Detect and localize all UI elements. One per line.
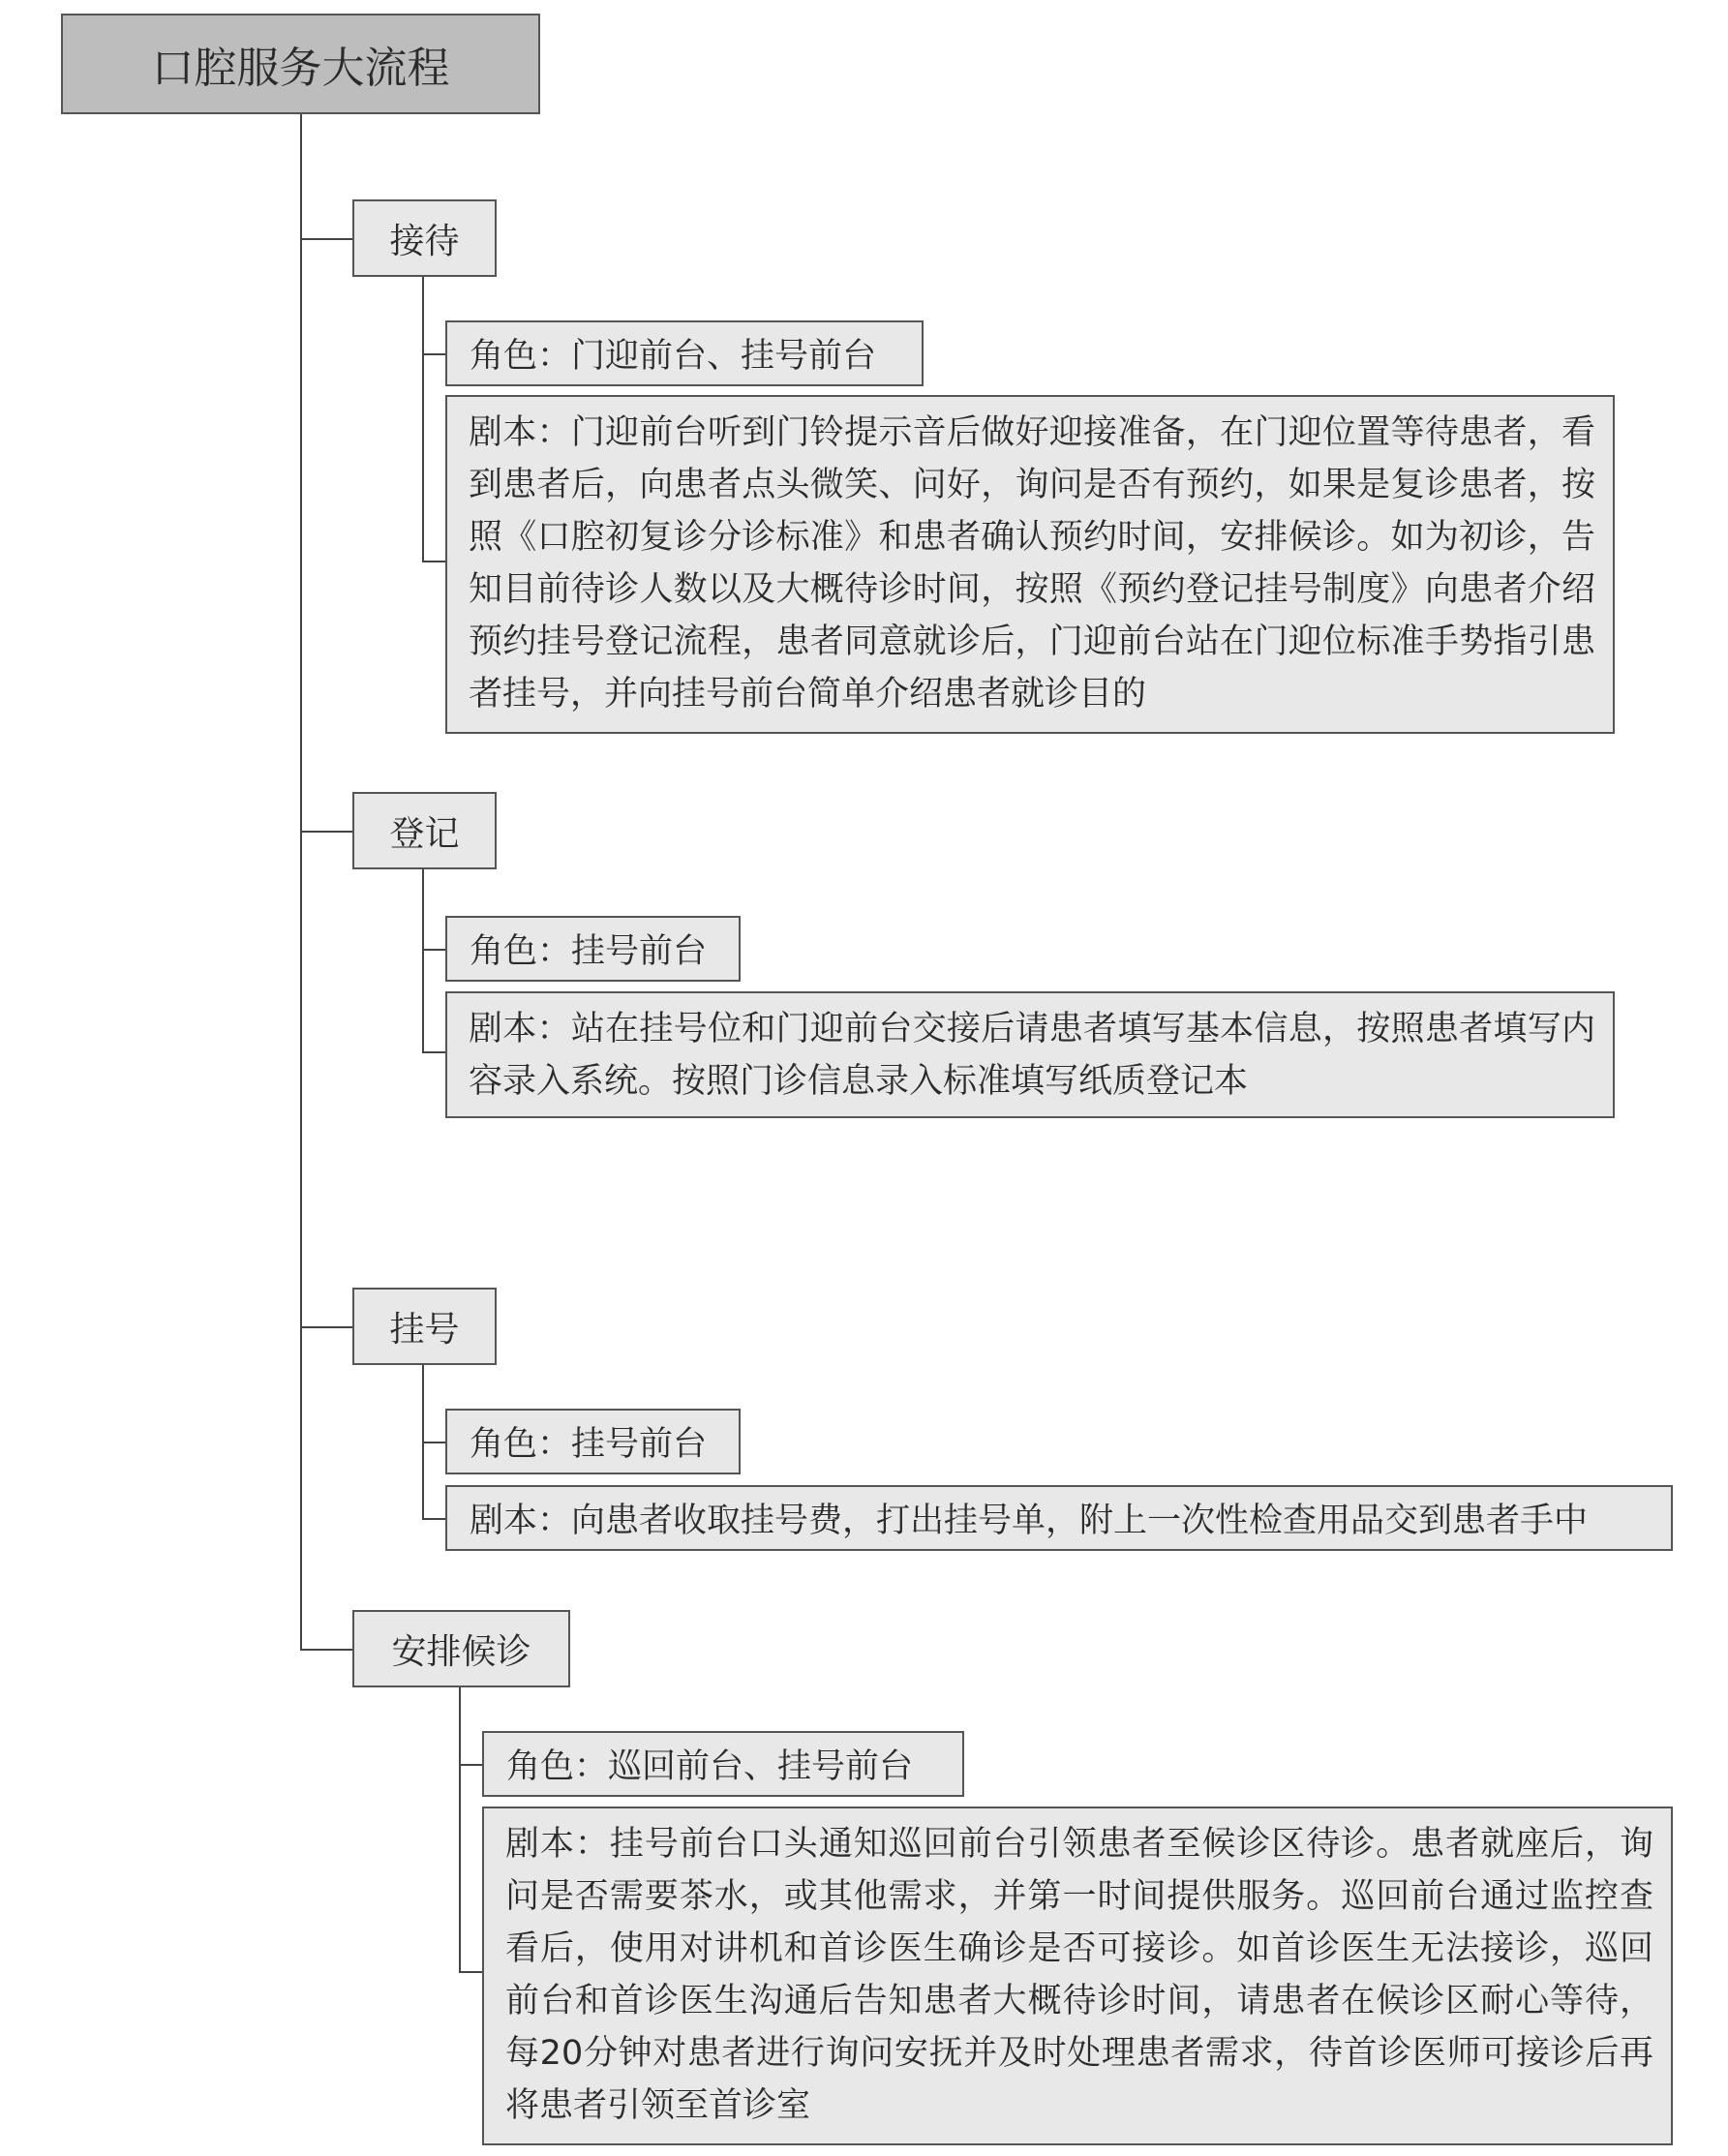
sub-trunk-1 [422,277,424,562]
step-2-role: 角色：挂号前台 [445,916,741,982]
step-3-box: 挂号 [352,1288,497,1365]
sub-trunk-2 [422,869,424,1053]
sub-trunk-4 [459,1687,461,1973]
step-3-script: 剧本：向患者收取挂号费，打出挂号单，附上一次性检查用品交到患者手中 [445,1485,1673,1551]
diagram-title: 口腔服务大流程 [61,14,540,114]
step-4-box: 安排候诊 [352,1610,570,1687]
step-1-box: 接待 [352,199,497,277]
sub-branch-1-script [422,561,445,562]
branch-line-1 [300,238,352,240]
step-2-script: 剧本：站在挂号位和门迎前台交接后请患者填写基本信息，按照患者填写内容录入系统。按照门诊信息录入标准填写纸质登记本 [445,991,1615,1118]
step-3-role: 角色：挂号前台 [445,1409,741,1474]
sub-branch-2-role [422,949,445,951]
trunk-line [300,114,302,1649]
step-2-box: 登记 [352,792,497,869]
sub-branch-3-script [422,1518,445,1520]
sub-branch-1-role [422,353,445,355]
step-4-role: 角色：巡回前台、挂号前台 [482,1731,964,1797]
step-1-script: 剧本：门迎前台听到门铃提示音后做好迎接准备，在门迎位置等待患者，看到患者后，向患者点头微笑、问好，询问是否有预约，如果是复诊患者，按照《口腔初复诊分诊标准》和患者确认预约时间，安排候诊。如为初诊，告知目前待诊人数以及大概待诊时间，按照《预约登记挂号制度》向患者介绍预约挂号登记流程，患者同意就诊后，门迎前台站在门迎位标准手势指引患者挂号，并向挂号前台简单介绍患者就诊目的 [445,395,1615,734]
step-4-script: 剧本：挂号前台口头通知巡回前台引领患者至候诊区待诊。患者就座后，询问是否需要茶水，或其他需求，并第一时间提供服务。巡回前台通过监控查看后，使用对讲机和首诊医生确诊是否可接诊。如首诊医生无法接诊，巡回前台和首诊医生沟通后告知患者大概待诊时间，请患者在候诊区耐心等待，每20分钟对患者进行询问安抚并及时处理患者需求，待首诊医师可接诊后再将患者引领至首诊室 [482,1807,1673,2145]
branch-line-3 [300,1326,352,1328]
sub-branch-3-role [422,1442,445,1443]
branch-line-2 [300,831,352,833]
sub-branch-4-script [459,1971,482,1973]
branch-line-4 [300,1649,352,1651]
sub-branch-4-role [459,1764,482,1766]
sub-branch-2-script [422,1051,445,1053]
step-1-role: 角色：门迎前台、挂号前台 [445,320,924,386]
